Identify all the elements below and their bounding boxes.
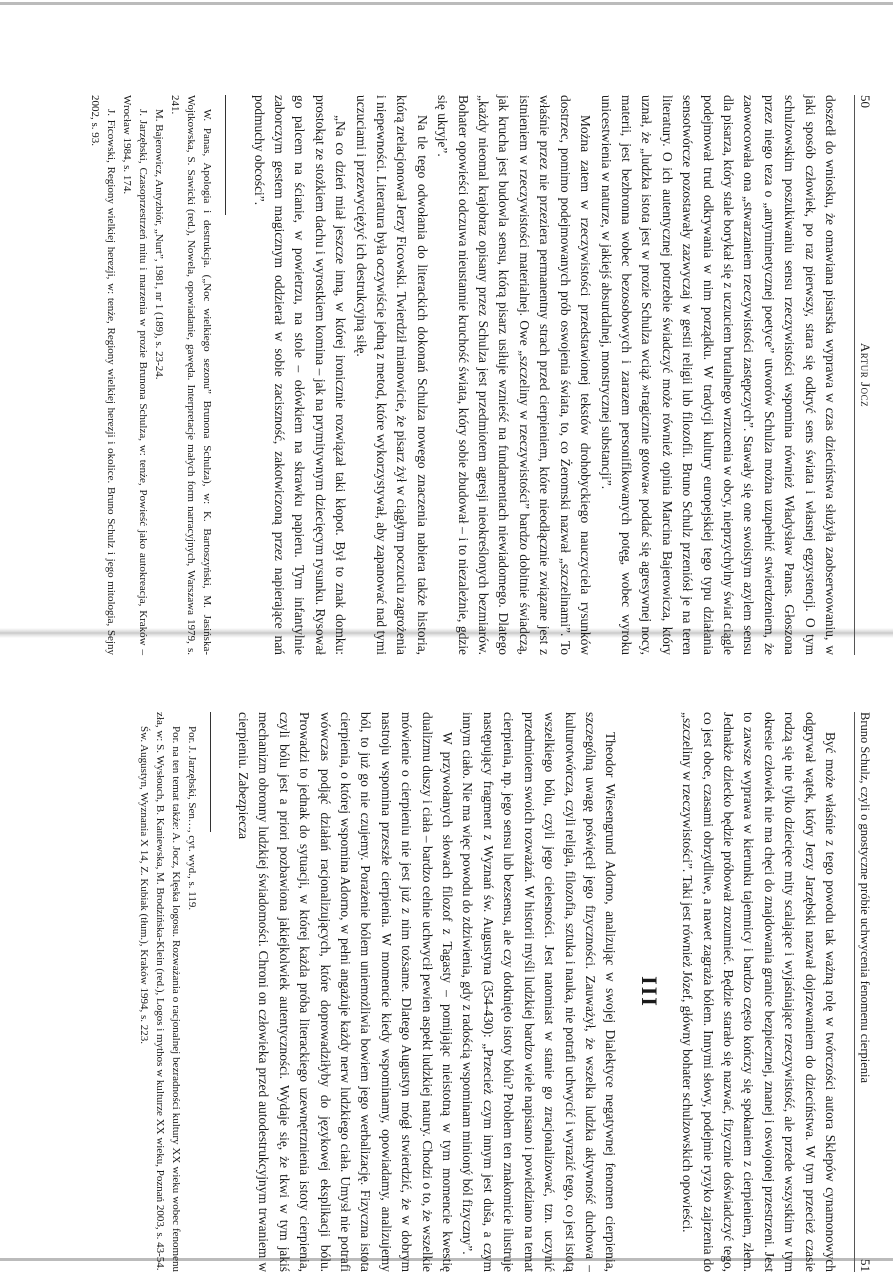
right-page-body (233, 712, 840, 1272)
scan-edge-top (0, 2, 893, 5)
running-head: Bruno Schulz, czyli o gnostyczne próbie uchwycenia fenomenu cierpienia (858, 712, 872, 1084)
right-page-header (854, 712, 875, 1272)
left-page (87, 95, 875, 655)
section-number: III (636, 976, 662, 1008)
paragraph: Na tle tego odwołania do literackich dokonań Schulza nowego znaczenia nabiera także historia, którą zrelacjonował Jerzy Ficowski. Twierdził mianowicie, że pisarz żył w ciągłym poczuciu zagrożenia i niepewności. Literatura była oczywiście jedną z metod, które wykorzystywał, aby zapanować nad tymi uczuciami i przezwyciężyć ich destrukcyjną siłę. (353, 95, 430, 655)
footnotes (87, 95, 215, 655)
paragraph: Można zatem w rzeczywistości przedstawionej tekstów drohobyckiego nauczyciela rysunków dostrzec, pomimo podejmowanych prób oswojenia świata, to, co Żeromski nazwał „szczelinami”. To właśnie przez nie przeziera permanentny strach przed cierpieniem, które nieodłącznie związane jest z istnieniem w rzeczywistości materialnej. Owe „szczeliny w rzeczywistości” bardzo dobitnie świadczą, jak krucha jest budowla sensu, którą pisarz usiłuje wznieść na fundamentach niewiadomego. Dlatego „każdy nieomal krajobraz opisany przez Schulza jest przedmiotem agresji nieokreślonych bezmiarów. Bohater opowieści odczuwa nieustannie kruchość świata, który sobie zbudował – i to niezależnie, gdzie się ukryje”. (435, 95, 594, 655)
page-number: 50 (858, 95, 873, 108)
footnote: Por. J. Jarzębski, Sen…, cyt. wyd., s. 119. (185, 726, 198, 911)
footnotes (136, 712, 200, 1272)
left-page-header (854, 95, 875, 655)
footnote: J. Jarzębski, Czasoprzestrzeń mitu i marzenia w prozie Brunona Schulza, w: tenże, Powieść jako autokreacja, Kraków – Wrocław 1984, s. 174. (121, 95, 150, 655)
footnote: W. Panas, Apologia i destrukcja. („Noc wielkiego sezonu” Brunona Schulza), w: K. Bartoszyński, M. Jasińska-Wojtkowska, S. Sawicki (red.), Nowela, opowiadanie, gawęda. Interpretacje małych form narracyjnych, Warszawa 1979, s. 241. (169, 95, 214, 655)
footnote-rule (210, 712, 211, 832)
running-head: Artur Jocz (858, 342, 873, 408)
footnote-rule (225, 95, 226, 215)
paragraph: W przywołanych słowach filozof z Tagasty – pomijając nieistotną w tym momencie kwestię dualizmu duszy i ciała – bardzo celnie uchwycił pewien aspekt ludzkiej natury. Chodzi o to, że wszelkie mówienie o cierpieniu nie jest już z nim tożsame. Dlatego Augustyn mógł stwierdzić, że w dobrym nastroju wspomina przeszłe cierpienia. W momencie kiedy wspominamy, opowiadamy, analizujemy ból, to już go nie czujemy. Porażenie bólem uniemożliwia bowiem jego werbalizację. Fizyczna istota cierpienia, o której wspomina Adorno, w pełni angażuje każdy nerw ludzkiego ciała. Umysł nie potrafi wówczas podjąć działań racjonalizujących, które doprowadziłyby do językowej eksplikacji bólu. Prowadzi to jednak do sytuacji, w której każda próba literackiego uzewnętrznienia istoty cierpienia, czyli bólu jest a priori pozbawiona jakiejkolwiek autentyczności. Wydaje się, że tkwi w tym jakiś mechanizm obronny ludzkiej świadomości. Chroni on człowieka przed autodestrukcyjnym trwaniem w cierpieniu. Zabezpiecza (236, 712, 456, 1272)
paragraph: Theodor Wiesengrund Adorno, analizując w swojej Dialektyce negatywnej fenomen cierpienia, szczególną uwagę poświęcił jego fizyczności. Zauważył, że wszelka ludzka aktywność duchowa – kulturotwórcza, czyli religia, filozofia, sztuka i nauka, nie potrafi uchwycić i wyrazić tego, co jest istotą wszelkiego bólu, czyli jego cielesności. Jest natomiast w stanie go zracjonalizować, tzn. uczynić przedmiotem swoich rozważań. W historii myśli ludzkiej bardzo wiele napisano i powiedziano na temat cierpienia, np. jego sensu lub bezsensu, ale czy dotknięto istoty bólu? Problem ten znakomicie ilustruje następujący fragment z Wyznań św. Augustyna (354-430): „Przecież czym innym jest duša, a czym innym ciało. Nie ma więc powodu do zdziwienia, gdy z radością wspominam minioný ból fizyczny”. (460, 712, 619, 1272)
paragraph: Być może właśnie z tego powodu tak ważną rolę w twórczości autora Sklepów cynamonowych odgrywał wątek, który Jerzy Jarzębski nazwał dojrzewaniem do dzieciństwa. W tym przecież czasie rodzą się nie tylko dziecięce mity scalające i wyjaśniające rzeczywistość, ale przede wszystkim w tym okresie człowiek nie ma chęci do znajdowania granice bezpiecznej, znanej i oswojonej przestrzeni. Jest to zawsze wyprawa w kierunku tajemnicy i bardzo często kończy się spokaniem z cierpieniem, złem. Jednakże dziecko będzie próbował zrozumieć. Będzie starało się nazwać, fizycznie doświadczyć tego, co jest obce, czasami obrzydliwe, a nawet zagraża bólem. Innymi słowy, podejmie ryzyko zajrzenia do „szczeliny w rzeczywistości”. Taki jest również Józef, główny bohater schulzowskich opowieści. (680, 712, 838, 1272)
paragraph: doszedł do wniosku, że omawiana pisarska wyprawa w czas dzieciństwa służyła zaobserwowaniu, w jaki sposób człowiek, po raz pierwszy, stara się odkryć sens świata i własnej egzystencji. O tym schulzowskim poszukiwaniu sensu rzeczywistości wspomina również Władysław Panas. Głoszona przez niego teza o „antymimetycznej poetyce” utworów Schulza można uzupełnić stwierdzeniem, że zaowocowała ona „stwarzaniem rzeczywistości zastępczych”. Stawały się one swoistym azylem sensu dla pisarza, który stale borykał się z uczuciem brutalnego wrzucenia w obcy, nieprzychylny świat ciągle podejmował trud odkrywania w nim porządku. W tradycji kultury europejskiej tego typu działania sensotwórcze pozostawały zazwyczaj w gestii religii lub filozofii. Bruno Schulz przeniósł je na teren literatury. O ich autentycznej potrzebie świadczyć może również opinia Marcina Bajerowicza, który uznał, że „ludzka istota jest w prozie Schulza wciąż »tragicznie gotowa« poddać się agresywnej nocy, materii, jest bezbronna wobec bezosobowych i zarazem personifikowanych potęg, wobec wyroku unicestwienia w naturze, w jakiejś absurdalnej, monstrycznej substancji”. (598, 95, 838, 655)
footnote: J. Ficowski, Regiony wielkiej herezji, w: tenże, Regiony wielkiej herezji i okolice. Bruno Schulz i jego mitologia, Sejny 2002, s. 93. (89, 95, 118, 655)
paragraph: „Na co dzień miał jeszcze inną, w której ironicznie rozwiązał taki kłopot. Był to znak domku: prostokąt ze stożkiem dachu i wyrostkiem komina – jak na prymitywnym dziecięcym rysunku. Rysował go palcem na ścianie, w powietrzu, na stole – ołówkiem na skrawku papieru. Tym infantylnie zaborczym gestem magicznym oddzierał w sobie zaciszność, zakotwiczoną przez napierające nań podmuchy obcości”. (251, 95, 349, 655)
footnote: Św. Augustyn, Wyznania X 14, Z. Kubiak (tłum.), Kraków 1994, s. 223. (137, 726, 150, 1045)
footnote: M. Bajerowicz, Antyzbiór, „Nurt”, 1981, nr 1 (189), s. 23-24. (153, 109, 166, 380)
footnote: Por. na ten temat także: A. Jocz, Klęska logosu. Rozważania o racjonalnej bezradności kultury XX wieku wobec fenomenu zła, w: S. Wysłouch, B. Kaniewska, M. Brodzińska-Klein (red.), Logos i mythos w kulturze XX wieku, Poznań 2003, s. 43-54. (153, 712, 182, 1272)
right-page (136, 712, 875, 1272)
left-page-body (248, 95, 840, 655)
page-number: 51 (858, 1259, 873, 1272)
